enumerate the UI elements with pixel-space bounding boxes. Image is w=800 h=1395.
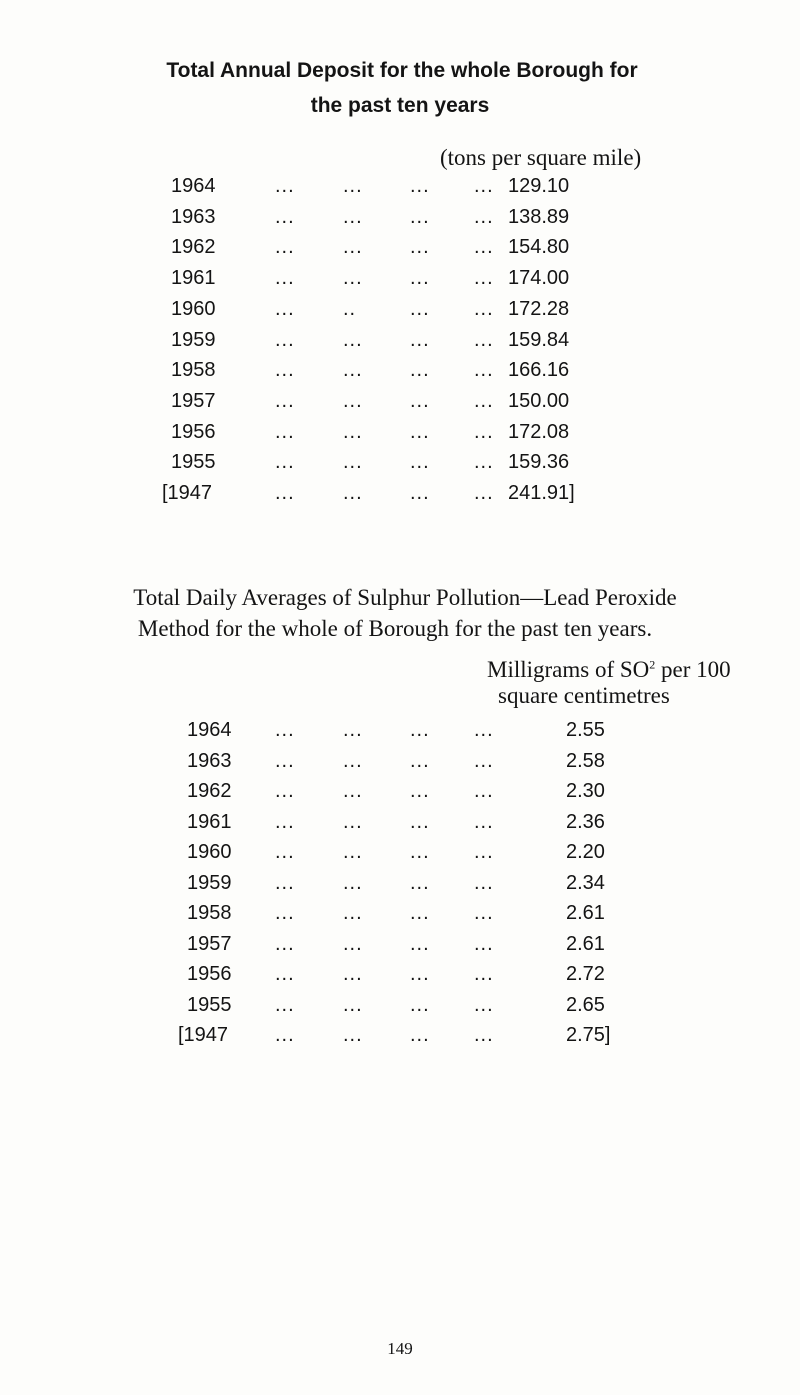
leader-dots: ... bbox=[410, 841, 430, 863]
row-year: 1957 bbox=[171, 389, 216, 412]
table-row bbox=[0, 422, 800, 452]
row-year: 1955 bbox=[187, 993, 232, 1016]
leader-dots: ... bbox=[343, 932, 363, 955]
leader-dots: ... bbox=[474, 719, 494, 741]
leader-dots: ... bbox=[343, 841, 363, 863]
leader-dots: ... bbox=[474, 963, 494, 985]
leader-dots: ... bbox=[343, 205, 363, 228]
leader-dots: ... bbox=[275, 719, 295, 741]
row-year: 1964 bbox=[171, 175, 216, 197]
row-value: 166.16 bbox=[508, 359, 570, 382]
table-row bbox=[0, 237, 800, 267]
leader-dots: ... bbox=[275, 328, 295, 351]
table-row bbox=[0, 934, 800, 964]
leader-dots: ... bbox=[474, 389, 494, 412]
leader-dots: ... bbox=[343, 451, 363, 474]
leader-dots: ... bbox=[474, 451, 494, 474]
table-row bbox=[0, 751, 800, 781]
row-year: 1963 bbox=[171, 205, 216, 228]
row-value: 172.08 bbox=[508, 420, 570, 443]
row-value: 2.61 bbox=[566, 932, 605, 955]
leader-dots: ... bbox=[275, 267, 295, 290]
row-value: 2.34 bbox=[566, 871, 605, 894]
leader-dots: ... bbox=[410, 780, 430, 802]
row-year: 1963 bbox=[187, 749, 232, 772]
leader-dots: ... bbox=[474, 236, 494, 259]
leader-dots: ... bbox=[474, 749, 494, 772]
table-row bbox=[0, 842, 800, 872]
leader-dots: ... bbox=[410, 205, 430, 228]
leader-dots: ... bbox=[275, 993, 295, 1016]
row-value: 2.55 bbox=[566, 719, 605, 741]
leader-dots: ... bbox=[474, 205, 494, 228]
leader-dots: ... bbox=[410, 1024, 430, 1046]
leader-dots: ... bbox=[474, 1024, 494, 1046]
table-row bbox=[0, 483, 800, 513]
row-value: 2.30 bbox=[566, 780, 605, 802]
row-value: 2.20 bbox=[566, 841, 605, 863]
leader-dots: ... bbox=[410, 389, 430, 412]
table1-title-line1: Total Annual Deposit for the whole Borough for bbox=[166, 59, 638, 82]
row-value: 2.36 bbox=[566, 810, 605, 833]
table-row bbox=[0, 720, 800, 750]
table-row bbox=[0, 995, 800, 1025]
leader-dots: ... bbox=[275, 902, 295, 924]
table2-unit-post: per 100 bbox=[655, 657, 731, 682]
row-year: 1964 bbox=[187, 719, 232, 741]
leader-dots: ... bbox=[474, 932, 494, 955]
row-value: 150.00 bbox=[508, 389, 570, 412]
row-year: 1958 bbox=[187, 902, 232, 924]
leader-dots: ... bbox=[410, 359, 430, 382]
row-year: 1956 bbox=[171, 420, 216, 443]
leader-dots: ... bbox=[275, 297, 295, 320]
row-year: 1962 bbox=[187, 780, 232, 802]
leader-dots: ... bbox=[410, 810, 430, 833]
leader-dots: ... bbox=[275, 359, 295, 382]
leader-dots: ... bbox=[343, 389, 363, 412]
row-value: 2.75] bbox=[566, 1024, 611, 1046]
leader-dots: ... bbox=[474, 780, 494, 802]
leader-dots: ... bbox=[343, 780, 363, 802]
leader-dots: ... bbox=[410, 871, 430, 894]
leader-dots: ... bbox=[410, 932, 430, 955]
leader-dots: ... bbox=[410, 482, 430, 504]
row-year: 1960 bbox=[187, 841, 232, 863]
leader-dots: ... bbox=[275, 389, 295, 412]
leader-dots: ... bbox=[343, 902, 363, 924]
table-row bbox=[0, 873, 800, 903]
leader-dots: ... bbox=[343, 963, 363, 985]
leader-dots: ... bbox=[410, 328, 430, 351]
leader-dots: ... bbox=[474, 267, 494, 290]
leader-dots: ... bbox=[343, 871, 363, 894]
row-year: [1947 bbox=[162, 482, 213, 504]
leader-dots: ... bbox=[343, 1024, 363, 1046]
leader-dots: ... bbox=[410, 719, 430, 741]
leader-dots: ... bbox=[410, 236, 430, 259]
leader-dots: ... bbox=[474, 841, 494, 863]
leader-dots: ... bbox=[474, 902, 494, 924]
leader-dots: ... bbox=[410, 267, 430, 290]
row-value: 2.72 bbox=[566, 963, 605, 985]
table2-title-line1: Total Daily Averages of Sulphur Pollution—Lead Peroxide bbox=[133, 585, 677, 610]
table1-title-line2: the past ten years bbox=[310, 94, 490, 117]
leader-dots: ... bbox=[275, 482, 295, 504]
leader-dots: ... bbox=[343, 719, 363, 741]
row-year: 1959 bbox=[171, 328, 216, 351]
leader-dots: ... bbox=[343, 810, 363, 833]
leader-dots: ... bbox=[275, 963, 295, 985]
table-row bbox=[0, 299, 800, 329]
leader-dots: ... bbox=[474, 993, 494, 1016]
leader-dots: ... bbox=[474, 175, 494, 197]
table-row bbox=[0, 1025, 800, 1055]
table-row bbox=[0, 964, 800, 994]
leader-dots: ... bbox=[275, 780, 295, 802]
leader-dots: ... bbox=[275, 932, 295, 955]
leader-dots: ... bbox=[275, 205, 295, 228]
row-value: 2.61 bbox=[566, 902, 605, 924]
table1-unit: (tons per square mile) bbox=[440, 145, 642, 170]
leader-dots: ... bbox=[410, 175, 430, 197]
row-value: 138.89 bbox=[508, 205, 570, 228]
leader-dots: ... bbox=[275, 236, 295, 259]
table-row bbox=[0, 268, 800, 298]
row-value: 2.58 bbox=[566, 749, 605, 772]
leader-dots: ... bbox=[343, 267, 363, 290]
leader-dots: ... bbox=[474, 810, 494, 833]
leader-dots: ... bbox=[474, 482, 494, 504]
leader-dots: ... bbox=[410, 993, 430, 1016]
row-year: 1962 bbox=[171, 236, 216, 259]
leader-dots: ... bbox=[474, 328, 494, 351]
leader-dots: ... bbox=[410, 451, 430, 474]
leader-dots: ... bbox=[275, 1024, 295, 1046]
leader-dots: ... bbox=[410, 297, 430, 320]
leader-dots: ... bbox=[275, 175, 295, 197]
row-year: 1961 bbox=[171, 267, 216, 290]
row-year: [1947 bbox=[178, 1024, 229, 1046]
leader-dots: ... bbox=[343, 236, 363, 259]
row-value: 154.80 bbox=[508, 236, 570, 259]
leader-dots: ... bbox=[275, 451, 295, 474]
table-row bbox=[0, 812, 800, 842]
row-value: 2.65 bbox=[566, 993, 605, 1016]
row-value: 159.84 bbox=[508, 328, 570, 351]
leader-dots: ... bbox=[410, 749, 430, 772]
leader-dots: ... bbox=[474, 420, 494, 443]
leader-dots: ... bbox=[275, 749, 295, 772]
row-value: 174.00 bbox=[508, 267, 570, 290]
table2-unit-line2: square centimetres bbox=[498, 683, 670, 708]
row-value: 129.10 bbox=[508, 175, 570, 197]
leader-dots: ... bbox=[474, 297, 494, 320]
leader-dots: ... bbox=[474, 359, 494, 382]
row-year: 1956 bbox=[187, 963, 232, 985]
table2-title-line2: Method for the whole of Borough for the past ten years. bbox=[137, 616, 653, 641]
row-year: 1960 bbox=[171, 297, 216, 320]
page-number: 149 bbox=[387, 1339, 413, 1358]
table2-unit-line1 bbox=[487, 658, 731, 681]
row-year: 1958 bbox=[171, 359, 216, 382]
row-value: 159.36 bbox=[508, 451, 570, 474]
table-row bbox=[0, 452, 800, 482]
leader-dots: ... bbox=[275, 841, 295, 863]
table-row bbox=[0, 391, 800, 421]
table-row bbox=[0, 781, 800, 811]
row-value: 241.91] bbox=[508, 482, 575, 504]
table2-unit-pre: Milligrams of SO bbox=[487, 657, 650, 682]
row-year: 1955 bbox=[171, 451, 216, 474]
leader-dots: ... bbox=[343, 482, 363, 504]
row-value: 172.28 bbox=[508, 297, 570, 320]
row-year: 1961 bbox=[187, 810, 232, 833]
leader-dots: ... bbox=[343, 749, 363, 772]
leader-dots: .. bbox=[343, 297, 357, 320]
leader-dots: ... bbox=[343, 359, 363, 382]
leader-dots: ... bbox=[410, 420, 430, 443]
table-row bbox=[0, 360, 800, 390]
leader-dots: ... bbox=[410, 902, 430, 924]
leader-dots: ... bbox=[275, 420, 295, 443]
table-row bbox=[0, 330, 800, 360]
leader-dots: ... bbox=[343, 420, 363, 443]
leader-dots: ... bbox=[343, 175, 363, 197]
leader-dots: ... bbox=[410, 963, 430, 985]
row-year: 1959 bbox=[187, 871, 232, 894]
table-row bbox=[0, 176, 800, 206]
leader-dots: ... bbox=[275, 810, 295, 833]
table-row bbox=[0, 207, 800, 237]
leader-dots: ... bbox=[343, 328, 363, 351]
row-year: 1957 bbox=[187, 932, 232, 955]
leader-dots: ... bbox=[474, 871, 494, 894]
table-row bbox=[0, 903, 800, 933]
leader-dots: ... bbox=[275, 871, 295, 894]
table2-unit-superscript: 2 bbox=[649, 657, 656, 672]
leader-dots: ... bbox=[343, 993, 363, 1016]
